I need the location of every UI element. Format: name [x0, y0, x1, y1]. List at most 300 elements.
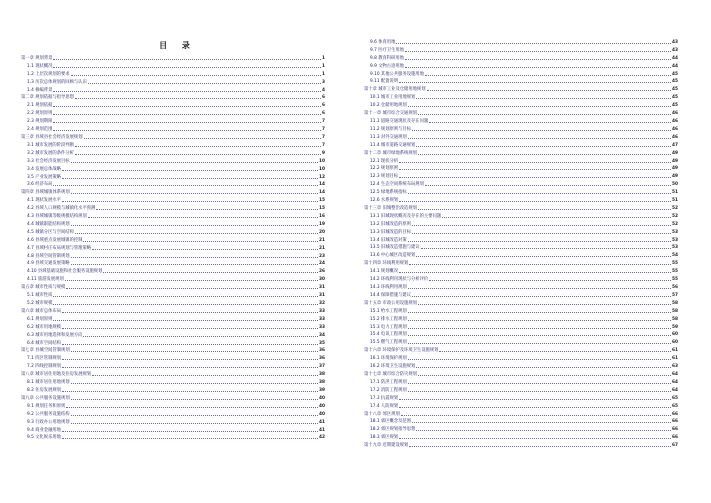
toc-entry-title: 10.1 城市工业用地规划 [370, 95, 416, 101]
toc-leader-dots [65, 280, 318, 281]
toc-page-number: 10 [319, 158, 325, 164]
toc-entry-title: 第九章 公共服务设施规划 [21, 395, 70, 401]
toc-leader-dots [408, 391, 671, 392]
toc-chapter-entry[interactable] [364, 370, 678, 378]
toc-entry-title: 15.4 电讯工程规划 [370, 332, 407, 338]
toc-entry-title: 9.9 文物古迹用地 [370, 63, 404, 69]
toc-leader-dots [399, 201, 671, 202]
toc-leader-dots [416, 256, 671, 257]
toc-leader-dots [66, 288, 318, 289]
toc-leader-dots [405, 59, 671, 60]
toc-page-number: 15 [319, 206, 325, 212]
toc-section-entry[interactable] [364, 54, 678, 62]
toc-chapter-entry[interactable] [21, 370, 325, 378]
toc-chapter-entry[interactable] [364, 149, 678, 157]
toc-entry-title: 4.6 县域重点发展城镇的控制 [27, 237, 83, 243]
toc-section-entry[interactable] [364, 275, 678, 283]
toc-leader-dots [62, 328, 318, 329]
toc-page-number: 7 [322, 134, 325, 140]
toc-entry-title: 4.8 县域空间管制规划 [27, 253, 70, 259]
toc-page-number: 66 [672, 435, 678, 441]
toc-section-entry[interactable] [364, 338, 678, 346]
toc-page-number: 45 [672, 95, 678, 101]
toc-page-number: 52 [672, 213, 678, 219]
toc-section-entry[interactable] [364, 267, 678, 275]
toc-page-number: 51 [672, 198, 678, 204]
toc-page-number: 45 [672, 87, 678, 93]
toc-section-entry[interactable] [21, 362, 325, 370]
toc-page-number: 16 [319, 214, 325, 220]
toc-page-number: 1 [322, 71, 325, 77]
toc-page-number: 60 [672, 332, 678, 338]
toc-page-number: 6 [322, 111, 325, 117]
toc-chapter-entry[interactable] [21, 347, 325, 355]
toc-section-entry[interactable] [364, 236, 678, 244]
toc-leader-dots [429, 122, 671, 123]
toc-page-number: 4 [322, 87, 325, 93]
toc-section-entry[interactable] [364, 283, 678, 291]
toc-section-entry[interactable] [21, 204, 325, 212]
toc-page-number: 45 [672, 71, 678, 77]
toc-entry-title: 9.4 商业金融用地 [27, 427, 61, 433]
toc-section-entry[interactable] [21, 315, 325, 323]
toc-page-number: 46 [672, 111, 678, 117]
toc-leader-dots [96, 209, 318, 210]
toc-leader-dots [399, 82, 671, 83]
toc-chapter-entry[interactable] [21, 394, 325, 402]
toc-section-entry[interactable] [21, 78, 325, 86]
toc-leader-dots [408, 312, 671, 313]
toc-chapter-entry[interactable] [364, 299, 678, 307]
toc-page-number: 63 [672, 364, 678, 370]
toc-section-entry[interactable] [21, 62, 325, 70]
toc-leader-dots [408, 335, 671, 336]
toc-entry-title: 3.5 产业发展策略 [27, 174, 61, 180]
toc-entry-title: 9.11 配置说明 [370, 79, 399, 85]
toc-chapter-entry[interactable] [364, 204, 678, 212]
toc-section-entry[interactable] [364, 46, 678, 54]
toc-leader-dots [75, 233, 318, 234]
toc-entry-title: 2.3 规划期限 [27, 119, 53, 125]
toc-leader-dots [416, 98, 671, 99]
toc-leader-dots [399, 399, 671, 400]
toc-leader-dots [399, 169, 671, 170]
toc-section-entry[interactable] [21, 212, 325, 220]
toc-page-number: 66 [672, 427, 678, 433]
toc-chapter-entry[interactable] [21, 307, 325, 315]
toc-leader-dots [399, 162, 671, 163]
toc-entry-title: 第一章 规划背景 [21, 55, 53, 61]
toc-section-entry[interactable] [364, 133, 678, 141]
toc-section-entry[interactable] [364, 157, 678, 165]
toc-entry-title: 6.4 城市空间结构 [27, 340, 61, 346]
toc-section-entry[interactable] [364, 78, 678, 86]
toc-leader-dots [418, 209, 671, 210]
toc-entry-title: 2.4 规划范围 [27, 127, 53, 133]
toc-leader-dots [412, 225, 671, 226]
toc-section-entry[interactable] [364, 228, 678, 236]
toc-page-number: 21 [319, 237, 325, 243]
toc-leader-dots [71, 225, 318, 226]
toc-entry-title: 9.8 教育科研用地 [370, 55, 404, 61]
toc-leader-dots [408, 138, 671, 139]
toc-page-number: 55 [672, 277, 678, 283]
toc-entry-title: 5.1 城市性质 [27, 293, 53, 299]
toc-page-number: 14 [319, 182, 325, 188]
toc-section-entry[interactable] [21, 149, 325, 157]
toc-leader-dots [53, 59, 321, 60]
toc-entry-title: 第五章 城市性质与规模 [21, 285, 66, 291]
toc-section-entry[interactable] [21, 117, 325, 125]
toc-page-number: 55 [672, 261, 678, 267]
toc-leader-dots [439, 351, 671, 352]
toc-entry-title: 7.2 四线控制规划 [27, 364, 61, 370]
toc-section-entry[interactable] [21, 378, 325, 386]
toc-entry-title: 17.4 人防规划 [370, 403, 399, 409]
toc-section-entry[interactable] [364, 125, 678, 133]
toc-section-entry[interactable] [21, 101, 325, 109]
toc-leader-dots [408, 320, 671, 321]
toc-page-number: 6 [322, 103, 325, 109]
toc-section-entry[interactable] [21, 299, 325, 307]
toc-leader-dots [412, 296, 671, 297]
toc-leader-dots [53, 185, 318, 186]
toc-chapter-entry[interactable] [364, 410, 678, 418]
toc-leader-dots [62, 359, 318, 360]
toc-section-entry[interactable] [364, 62, 678, 70]
toc-entry-title: 12.5 绿地系统指标 [370, 190, 407, 196]
toc-page-number: 61 [672, 356, 678, 362]
toc-section-entry[interactable] [364, 418, 678, 426]
toc-page-number: 55 [672, 269, 678, 275]
toc-entry-title: 9.10 其他公共服务设施用地 [370, 71, 424, 77]
toc-entry-title: 1.2 上层次规划的要求 [27, 71, 70, 77]
toc-page-number: 1 [322, 63, 325, 69]
toc-page-number: 40 [319, 395, 325, 401]
toc-leader-dots [71, 351, 318, 352]
toc-page-number: 60 [672, 340, 678, 346]
toc-page-number: 14 [319, 190, 325, 196]
toc-page-number: 53 [672, 229, 678, 235]
toc-entry-title: 第十一章 城市综合交通规划 [364, 111, 417, 117]
toc-entry-title: 1.3 历次总体规划的回顾与认识 [27, 79, 87, 85]
toc-entry-title: 4.9 县域交通发展策略 [27, 261, 70, 267]
toc-entry-title: 4.4 城镇职能结构规划 [27, 221, 70, 227]
toc-section-entry[interactable] [364, 172, 678, 180]
toc-entry-title: 8.2 住房发展规划 [27, 387, 61, 393]
toc-section-entry[interactable] [364, 331, 678, 339]
toc-entry-title: 3.2 城市发展的条件分析 [27, 150, 74, 156]
toc-page-number: 66 [672, 419, 678, 425]
toc-section-entry[interactable] [21, 354, 325, 362]
toc-page-number: 19 [319, 221, 325, 227]
toc-leader-dots [71, 75, 321, 76]
toc-page-number: 67 [672, 443, 678, 449]
toc-leader-dots [412, 130, 671, 131]
toc-section-entry[interactable] [21, 252, 325, 260]
toc-page-number: 66 [672, 411, 678, 417]
toc-section-entry[interactable] [364, 291, 678, 299]
toc-leader-dots [62, 367, 318, 368]
toc-entry-title: 15.5 燃气工程规划 [370, 340, 407, 346]
toc-leader-dots [408, 241, 671, 242]
toc-entry-title: 第六章 城市总体布局 [21, 308, 62, 314]
toc-entry-title: 14.3 环线利用规划 [370, 285, 407, 290]
toc-entry-title: 12.4 生态空间系统布局规划 [370, 182, 424, 188]
toc-page-number: 36 [319, 356, 325, 362]
toc-section-entry[interactable] [21, 323, 325, 331]
toc-section-entry[interactable] [364, 38, 678, 46]
toc-leader-dots [408, 328, 671, 329]
toc-entry-title: 第十八章 郊区规划 [364, 411, 400, 417]
toc-page-number: 21 [319, 245, 325, 251]
toc-page-number: 64 [672, 379, 678, 385]
toc-entry-title: 13.1 旧城现状概况及存在的主要问题 [370, 213, 442, 219]
toc-leader-dots [429, 280, 671, 281]
toc-leader-dots [53, 106, 321, 107]
toc-section-entry[interactable] [364, 244, 678, 252]
toc-page-number: 24 [319, 261, 325, 267]
toc-page-number: 31 [319, 293, 325, 299]
toc-section-entry[interactable] [21, 434, 325, 442]
toc-entry-title: 15.3 电力工程规划 [370, 324, 407, 330]
toc-page-number: 53 [672, 245, 678, 251]
toc-section-entry[interactable] [21, 165, 325, 173]
toc-leader-dots [71, 193, 318, 194]
toc-entry-title: 9.5 文化娱乐用地 [27, 435, 61, 441]
toc-section-entry[interactable] [21, 339, 325, 347]
toc-chapter-entry[interactable] [21, 188, 325, 196]
toc-section-entry[interactable] [21, 181, 325, 189]
toc-section-entry[interactable] [21, 402, 325, 410]
toc-page-number: 58 [672, 316, 678, 322]
toc-leader-dots [88, 83, 321, 84]
toc-page-number: 50 [672, 182, 678, 188]
toc-section-entry[interactable] [21, 331, 325, 339]
toc-leader-dots [84, 138, 321, 139]
toc-entry-title: 3.3 社会经济发展目标 [27, 158, 70, 164]
toc-page-number: 43 [672, 47, 678, 53]
toc-chapter-entry[interactable] [21, 54, 325, 62]
toc-section-entry[interactable] [21, 228, 325, 236]
toc-chapter-entry[interactable] [364, 441, 678, 449]
toc-entry-title: 第八章 城市居住用地及住房发展规划 [21, 372, 92, 378]
toc-section-entry[interactable] [364, 70, 678, 78]
toc-section-entry[interactable] [364, 180, 678, 188]
toc-entry-title: 16.2 环境卫生设施规划 [370, 364, 416, 370]
toc-entry-title: 8.1 城市居住用地规划 [27, 380, 70, 386]
toc-leader-dots [88, 217, 318, 218]
toc-section-entry[interactable] [364, 251, 678, 259]
toc-leader-dots [409, 264, 671, 265]
toc-leader-dots [399, 407, 671, 408]
toc-page-number: 35 [319, 340, 325, 346]
toc-leader-dots [62, 312, 318, 313]
toc-section-entry[interactable] [364, 93, 678, 101]
toc-section-entry[interactable] [21, 275, 325, 283]
toc-leader-dots [103, 272, 318, 273]
toc-page-number: 33 [319, 316, 325, 322]
toc-section-entry[interactable] [364, 323, 678, 331]
toc-page-number: 52 [672, 221, 678, 227]
toc-section-entry[interactable] [21, 141, 325, 149]
toc-page-number: 33 [319, 308, 325, 314]
toc-page-number: 38 [319, 380, 325, 386]
toc-section-entry[interactable] [21, 260, 325, 268]
toc-section-entry[interactable] [21, 267, 325, 275]
toc-section-entry[interactable] [364, 307, 678, 315]
toc-entry-title: 2.2 规划原则 [27, 111, 53, 117]
toc-section-entry[interactable] [364, 378, 678, 386]
toc-leader-dots [71, 415, 318, 416]
toc-section-entry[interactable] [21, 418, 325, 426]
toc-section-entry[interactable] [364, 425, 678, 433]
toc-leader-dots [71, 383, 318, 384]
toc-entry-title: 4.1 现状发展水平 [27, 198, 61, 204]
toc-section-entry[interactable] [364, 386, 678, 394]
toc-page-number: 1 [322, 55, 325, 61]
toc-page-number: 56 [672, 285, 678, 290]
toc-leader-dots [75, 154, 321, 155]
toc-leader-dots [62, 201, 318, 202]
toc-leader-dots [71, 399, 318, 400]
toc-page-number: 7 [322, 119, 325, 125]
toc-page-number: 47 [672, 142, 678, 148]
toc-leader-dots [401, 415, 671, 416]
toc-page-number: 57 [672, 292, 678, 298]
toc-section-entry[interactable] [364, 220, 678, 228]
toc-leader-dots [71, 162, 318, 163]
toc-section-entry[interactable] [364, 165, 678, 173]
toc-leader-dots [53, 67, 321, 68]
toc-chapter-entry[interactable] [364, 85, 678, 93]
toc-page-number: 42 [319, 435, 325, 441]
toc-entry-title: 3.1 城市发展的阶段判断 [27, 142, 74, 148]
toc-section-entry[interactable] [21, 109, 325, 117]
toc-section-entry[interactable] [364, 394, 678, 402]
toc-entry-title: 第十六章 环境保护及环境卫生设施规划 [364, 348, 439, 354]
toc-entry-title: 2.1 规划依据 [27, 103, 53, 109]
toc-chapter-entry[interactable] [21, 133, 325, 141]
toc-section-entry[interactable] [364, 315, 678, 323]
toc-page-number: 15 [319, 198, 325, 204]
toc-section-entry[interactable] [21, 386, 325, 394]
toc-page-number: 40 [319, 411, 325, 417]
toc-section-entry[interactable] [364, 402, 678, 410]
toc-entry-title: 13.6 中心城区改造规划 [370, 253, 416, 259]
toc-leader-dots [62, 344, 318, 345]
toc-entry-title: 18.3 郊区规划 [370, 435, 399, 441]
toc-entry-title: 第十二章 城市绿地系统规划 [364, 150, 417, 156]
toc-leader-dots [92, 249, 318, 250]
toc-section-entry[interactable] [364, 188, 678, 196]
toc-entry-title: 18.1 郊区概念及范围 [370, 419, 412, 425]
toc-page-number: 64 [672, 387, 678, 393]
toc-entry-title: 11.3 对外交通规划 [370, 134, 407, 140]
toc-leader-dots [75, 98, 321, 99]
toc-leader-dots [416, 146, 671, 147]
toc-page-number: 7 [322, 142, 325, 148]
toc-entry-title: 第十七章 城市综合防灾规划 [364, 371, 417, 377]
toc-section-entry[interactable] [21, 236, 325, 244]
toc-section-entry[interactable] [21, 410, 325, 418]
toc-leader-dots [92, 375, 318, 376]
toc-entry-title: 第十九章 近期建设规划 [364, 443, 409, 449]
toc-page-number: 58 [672, 308, 678, 314]
toc-entry-title: 17.1 防洪工程规划 [370, 379, 407, 385]
toc-section-entry[interactable] [364, 362, 678, 370]
toc-entry-title: 5.2 城市规模 [27, 301, 53, 306]
toc-leader-dots [53, 296, 318, 297]
toc-chapter-entry[interactable] [21, 94, 325, 102]
toc-section-entry[interactable] [21, 196, 325, 204]
toc-entry-title: 第四章 县域城镇体系规划 [21, 190, 70, 196]
toc-leader-dots [62, 178, 318, 179]
toc-section-entry[interactable] [21, 157, 325, 165]
toc-leader-dots [418, 375, 671, 376]
toc-entry-title: 9.1 规划任务和原则 [27, 403, 66, 409]
toc-leader-dots [62, 391, 318, 392]
toc-section-entry[interactable] [21, 244, 325, 252]
toc-leader-dots [405, 67, 671, 68]
toc-section-entry[interactable] [21, 86, 325, 94]
toc-section-entry[interactable] [21, 173, 325, 181]
toc-entry-title: 6.1 规划原则 [27, 316, 53, 322]
toc-section-entry[interactable] [21, 125, 325, 133]
toc-page-number: 46 [672, 118, 678, 124]
toc-section-entry[interactable] [21, 70, 325, 78]
toc-section-entry[interactable] [21, 220, 325, 228]
toc-page-number: 41 [319, 427, 325, 433]
toc-chapter-entry[interactable] [364, 109, 678, 117]
toc-page-number: 20 [319, 229, 325, 235]
toc-leader-dots [83, 336, 318, 337]
toc-page-number: 49 [672, 174, 678, 180]
toc-section-entry[interactable] [364, 141, 678, 149]
toc-leader-dots [418, 154, 671, 155]
toc-section-entry[interactable] [364, 101, 678, 109]
toc-entry-title: 14.4 保障措施与建议 [370, 292, 412, 298]
toc-entry-title: 11.2 规划原则与目标 [370, 126, 412, 132]
toc-entry-title: 4.2 县域人口规模与城镇化水平预测 [27, 206, 96, 212]
toc-entry-title: 11.1 道路交通现状及存在问题 [370, 118, 429, 124]
toc-section-entry[interactable] [364, 433, 678, 441]
toc-chapter-entry[interactable] [21, 283, 325, 291]
toc-entry-title: 10.2 仓储用地规划 [370, 103, 407, 109]
toc-chapter-entry[interactable] [364, 346, 678, 354]
toc-entry-title: 12.3 规划目标 [370, 174, 399, 180]
toc-section-entry[interactable] [21, 426, 325, 434]
toc-entry-title: 15.1 给水工程规划 [370, 308, 407, 314]
toc-section-entry[interactable] [364, 354, 678, 362]
toc-section-entry[interactable] [21, 291, 325, 299]
toc-leader-dots [62, 438, 318, 439]
toc-leader-dots [408, 383, 671, 384]
toc-leader-dots [418, 304, 671, 305]
toc-page-number: 33 [319, 324, 325, 330]
toc-section-entry[interactable] [364, 212, 678, 220]
toc-page-number: 49 [672, 166, 678, 172]
toc-leader-dots [53, 304, 318, 305]
toc-chapter-entry[interactable] [364, 259, 678, 267]
toc-leader-dots [66, 407, 318, 408]
toc-section-entry[interactable] [364, 117, 678, 125]
toc-leader-dots [416, 367, 671, 368]
toc-entry-title: 13.5 旧城改造措施与建议 [370, 245, 420, 251]
toc-section-entry[interactable] [364, 196, 678, 204]
toc-column-left [21, 54, 325, 441]
toc-entry-title: 17.2 消防工程规划 [370, 387, 407, 393]
